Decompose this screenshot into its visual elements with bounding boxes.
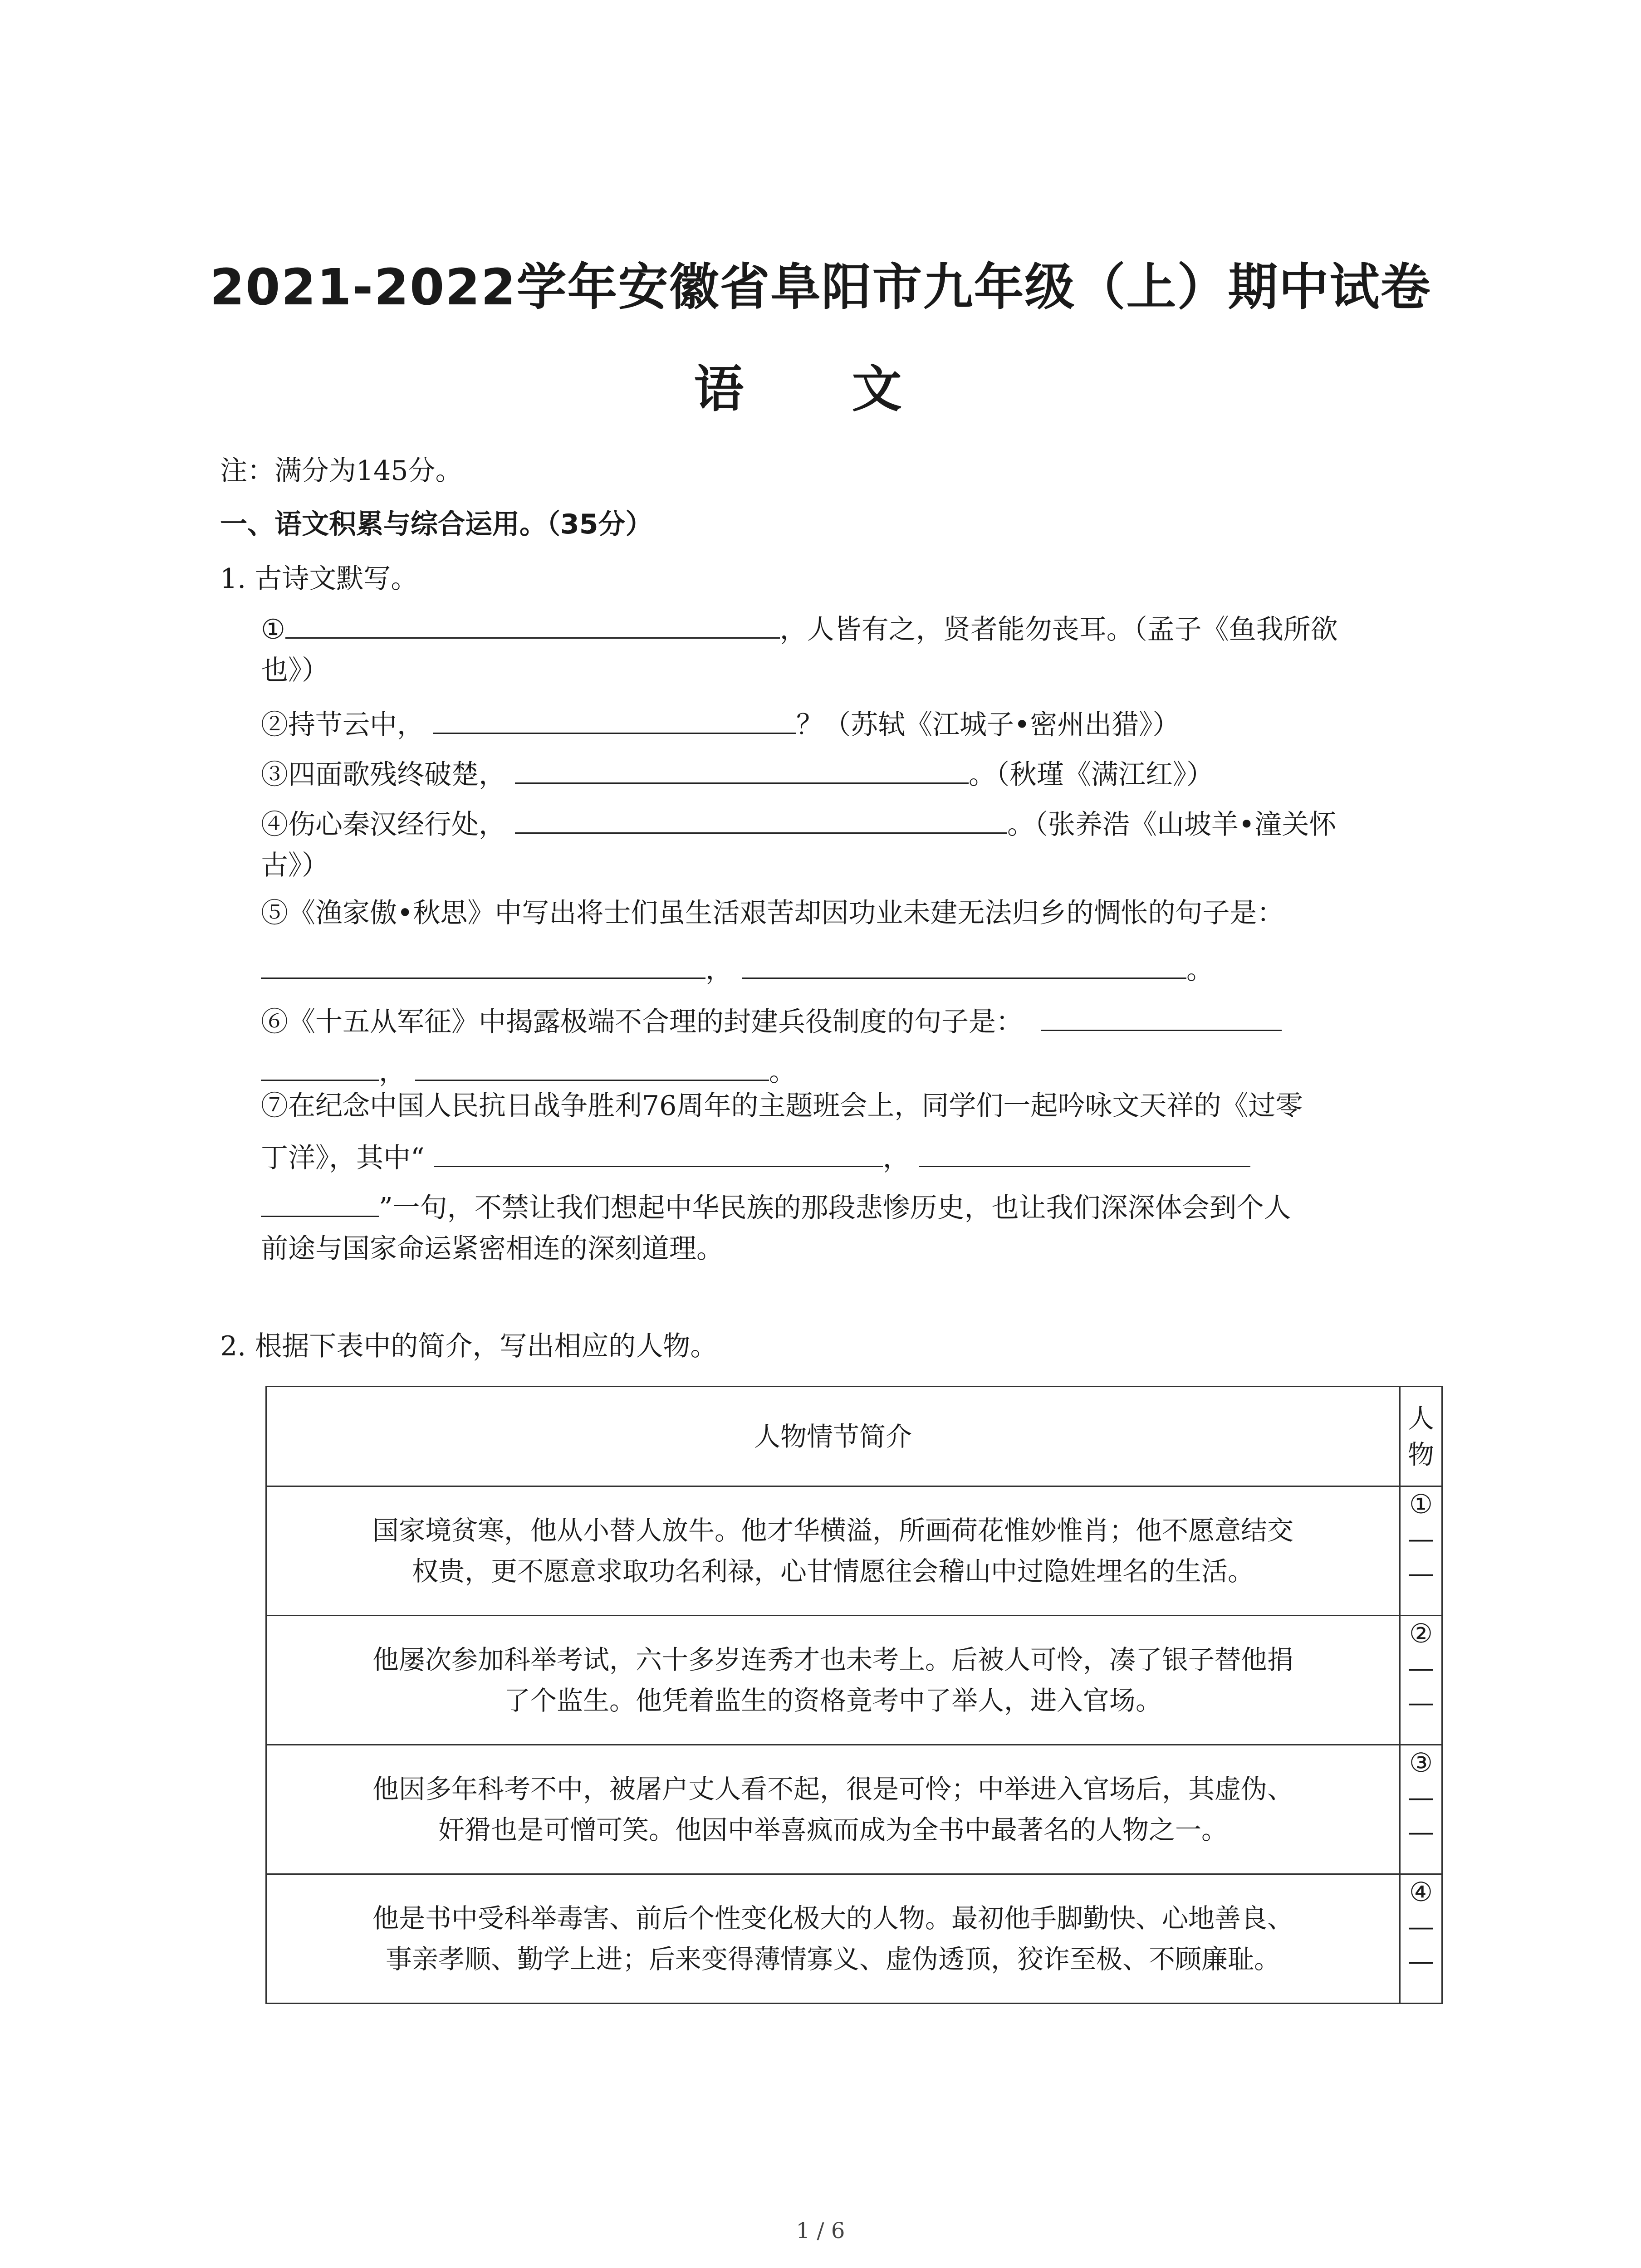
character-table	[265, 1386, 1443, 2004]
answer-cell[interactable]: ③ — —	[1400, 1745, 1442, 1874]
q1-item-5: ⑤《渔家傲•秋思》中写出将士们虽生活艰苦却因功业未建无法归乡的惆怅的句子是：	[261, 897, 1284, 929]
q1-item-7-line4: 前途与国家命运紧密相连的深刻道理。	[261, 1233, 724, 1265]
answer-blank[interactable]	[434, 1139, 883, 1167]
table-row	[266, 1486, 1442, 1616]
q1-item-2: ②持节云中， ？（苏轼《江城子•密州出猎》）	[261, 705, 1180, 742]
header-description: 人物情节简介	[266, 1387, 1400, 1486]
q1-item-3: ③四面歌残终破楚， 。（秋瑾《满江红》）	[261, 755, 1214, 792]
q1-item-5-answers: ， 。	[261, 950, 1214, 987]
answer-line: —	[1408, 1687, 1434, 1718]
answer-cell[interactable]: ① — —	[1400, 1486, 1442, 1616]
table-row	[266, 1745, 1442, 1874]
q1-item-7-line2: 丁洋》，其中“ ，	[261, 1139, 1250, 1175]
answer-cell[interactable]: ② — —	[1400, 1616, 1442, 1745]
answer-line: —	[1408, 1558, 1434, 1589]
row-description: 他屡次参加科举考试，六十多岁连秀才也未考上。后被人可怜，凑了银子替他捐 了个监生。他凭着监生的资格竟考中了举人，进入官场。	[266, 1616, 1400, 1745]
row-description: 他是书中受科举毒害、前后个性变化极大的人物。最初他手脚勤快、心地善良、 事亲孝顺、勤学上进；后来变得薄情寡义、虚伪透顶，狡诈至极、不顾廉耻。	[266, 1874, 1400, 2004]
subject-title: 语 文	[694, 360, 947, 418]
q1-item-4: ④伤心秦汉经行处， 。（张养浩《山坡羊•潼关怀	[261, 805, 1336, 842]
answer-line: —	[1408, 1816, 1434, 1847]
answer-line: —	[1408, 1652, 1434, 1683]
answer-cell[interactable]: ④ — —	[1400, 1874, 1442, 2004]
q1-item-6-answers: ， 。	[261, 1052, 796, 1089]
answer-blank[interactable]	[261, 1052, 379, 1081]
answer-blank[interactable]	[919, 1139, 1250, 1167]
answer-blank[interactable]	[415, 1052, 769, 1081]
q1-item-7: ⑦在纪念中国人民抗日战争胜利76周年的主题班会上，同学们一起吟咏文天祥的《过零	[261, 1090, 1303, 1122]
q1-item-6: ⑥《十五从军征》中揭露极端不合理的封建兵役制度的句子是：	[261, 1002, 1282, 1039]
answer-line: —	[1408, 1945, 1434, 1976]
answer-blank[interactable]	[433, 705, 796, 734]
exam-title: 2021-2022学年安徽省阜阳市九年级（上）期中试卷	[210, 258, 1431, 316]
q1-item-1-cont: 也》）	[261, 655, 329, 686]
answer-blank[interactable]	[1041, 1002, 1282, 1031]
q1-item-4-cont: 古》）	[261, 850, 329, 881]
q1-item-7-line3: ”一句，不禁让我们想起中华民族的那段悲惨历史，也让我们深深体会到个人	[261, 1188, 1291, 1225]
answer-blank[interactable]	[285, 610, 780, 639]
answer-blank[interactable]	[261, 1188, 379, 1217]
question-1-prompt: 1. 古诗文默写。	[220, 563, 418, 595]
table-header-row	[266, 1387, 1442, 1486]
score-note: 注：满分为145分。	[220, 455, 463, 487]
row-description: 他因多年科考不中，被屠户丈人看不起，很是可怜；中举进入官场后，其虚伪、 奸猾也是可憎可笑。他因中举喜疯而成为全书中最著名的人物之一。	[266, 1745, 1400, 1874]
header-character: 人 物	[1400, 1387, 1442, 1486]
table-row	[266, 1616, 1442, 1745]
section-heading: 一、语文积累与综合运用。（35分）	[220, 508, 653, 540]
answer-line: —	[1408, 1782, 1434, 1813]
table-row	[266, 1874, 1442, 2004]
answer-blank[interactable]	[515, 805, 1007, 834]
answer-blank[interactable]	[515, 755, 969, 784]
answer-blank[interactable]	[742, 950, 1186, 979]
q1-item-1: ① ，人皆有之，贤者能勿丧耳。（孟子《鱼我所欲	[261, 610, 1338, 647]
question-2-prompt: 2. 根据下表中的简介，写出相应的人物。	[220, 1330, 718, 1362]
answer-line: —	[1408, 1911, 1434, 1942]
page-number: 1 / 6	[796, 2218, 845, 2244]
answer-line: —	[1408, 1523, 1434, 1554]
row-description: 国家境贫寒，他从小替人放牛。他才华横溢，所画荷花惟妙惟肖；他不愿意结交 权贵，更不愿意求取功名利禄，心甘情愿往会稽山中过隐姓埋名的生活。	[266, 1486, 1400, 1616]
answer-blank[interactable]	[261, 950, 705, 979]
